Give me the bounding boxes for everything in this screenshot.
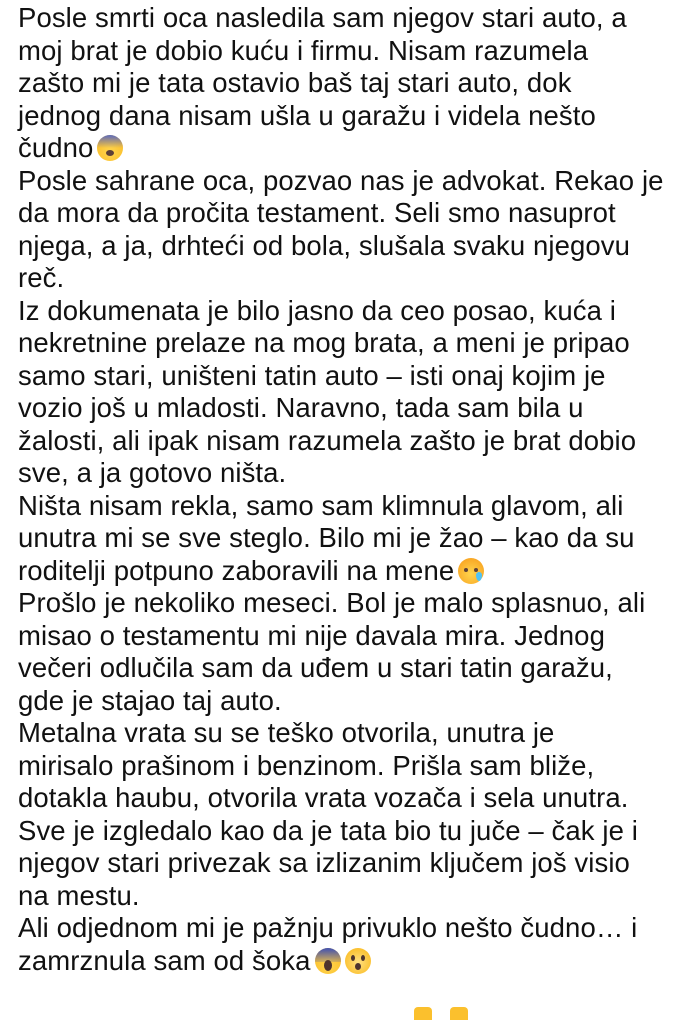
text-line: mirisalo prašinom i benzinom. Prišla sam bliže, bbox=[18, 749, 595, 781]
text-line: dotakla haubu, otvorila vrata vozača i sela unutra. bbox=[18, 782, 629, 813]
text-line: Metalna vrata su se teško otvorila, unutra je bbox=[18, 717, 555, 748]
text-line: sve, a ja gotovo ništa. bbox=[18, 457, 287, 488]
text-line: večeri odlučila sam da uđem u stari tatin garažu, bbox=[18, 652, 613, 683]
text-line: moj brat je dobio kuću i firmu. Nisam razumela bbox=[18, 34, 589, 66]
folded-hands-icon bbox=[450, 1007, 468, 1020]
text-segment: zamrznula sam od šoka bbox=[18, 944, 311, 976]
post-text bbox=[18, 2, 688, 977]
text-line: gde je stajao taj auto. bbox=[18, 684, 282, 716]
text-line: Ali odjednom mi je pažnju privuklo nešto čudno… i bbox=[18, 912, 638, 943]
text-line: žalosti, ali ipak nisam razumela zašto je brat dobio bbox=[18, 424, 637, 456]
text-line: Ništa nisam rekla, samo sam klimnula glavom, ali bbox=[18, 489, 624, 521]
text-line: vozio još u mladosti. Naravno, tada sam bila u bbox=[18, 392, 584, 423]
text-line-with-emoji bbox=[18, 555, 688, 588]
anxious-face-with-sweat-icon bbox=[97, 135, 123, 161]
text-line: njegov stari privezak sa izlizanim ključem još visio bbox=[18, 847, 630, 878]
text-line-with-emoji bbox=[18, 132, 688, 165]
text-line: jednog dana nisam ušla u garažu i videla nešto bbox=[18, 99, 596, 131]
folded-hands-icon bbox=[414, 1007, 432, 1020]
text-line: zašto mi je tata ostavio baš taj stari auto, dok bbox=[18, 67, 572, 98]
text-segment: roditelji potpuno zaboravili na mene bbox=[18, 554, 455, 586]
text-line: nekretnine prelaze na mog brata, a meni je pripao bbox=[18, 327, 630, 358]
text-line: Iz dokumenata je bilo jasno da ceo posao, kuća i bbox=[18, 294, 616, 326]
text-line: na mestu. bbox=[18, 879, 140, 911]
astonished-face-icon bbox=[345, 948, 371, 974]
text-line-with-emoji bbox=[18, 945, 688, 978]
text-line: samo stari, uništeni tatin auto – isti onaj kojim je bbox=[18, 359, 606, 391]
crying-face-icon bbox=[458, 558, 484, 584]
text-line: Posle smrti oca nasledila sam njegov stari auto, a bbox=[18, 2, 627, 33]
text-segment: čudno bbox=[18, 132, 94, 163]
text-line: reč. bbox=[18, 262, 65, 293]
text-line: Posle sahrane oca, pozvao nas je advokat. Rekao je bbox=[18, 164, 664, 196]
text-line: Prošlo je nekoliko meseci. Bol je malo splasnuo, ali bbox=[18, 587, 646, 618]
face-screaming-in-fear-icon bbox=[315, 948, 341, 974]
text-line: unutra mi se sve steglo. Bilo mi je žao – kao da su bbox=[18, 522, 635, 553]
text-line: da mora da pročita testament. Seli smo nasuprot bbox=[18, 197, 616, 228]
text-line: Sve je izgledalo kao da je tata bio tu juče – čak je i bbox=[18, 814, 638, 846]
text-line: njega, a ja, drhteći od bola, slušala svaku njegovu bbox=[18, 229, 631, 261]
cut-off-next-line bbox=[0, 1001, 696, 1020]
text-line: misao o testamentu mi nije davala mira. Jednog bbox=[18, 619, 605, 651]
